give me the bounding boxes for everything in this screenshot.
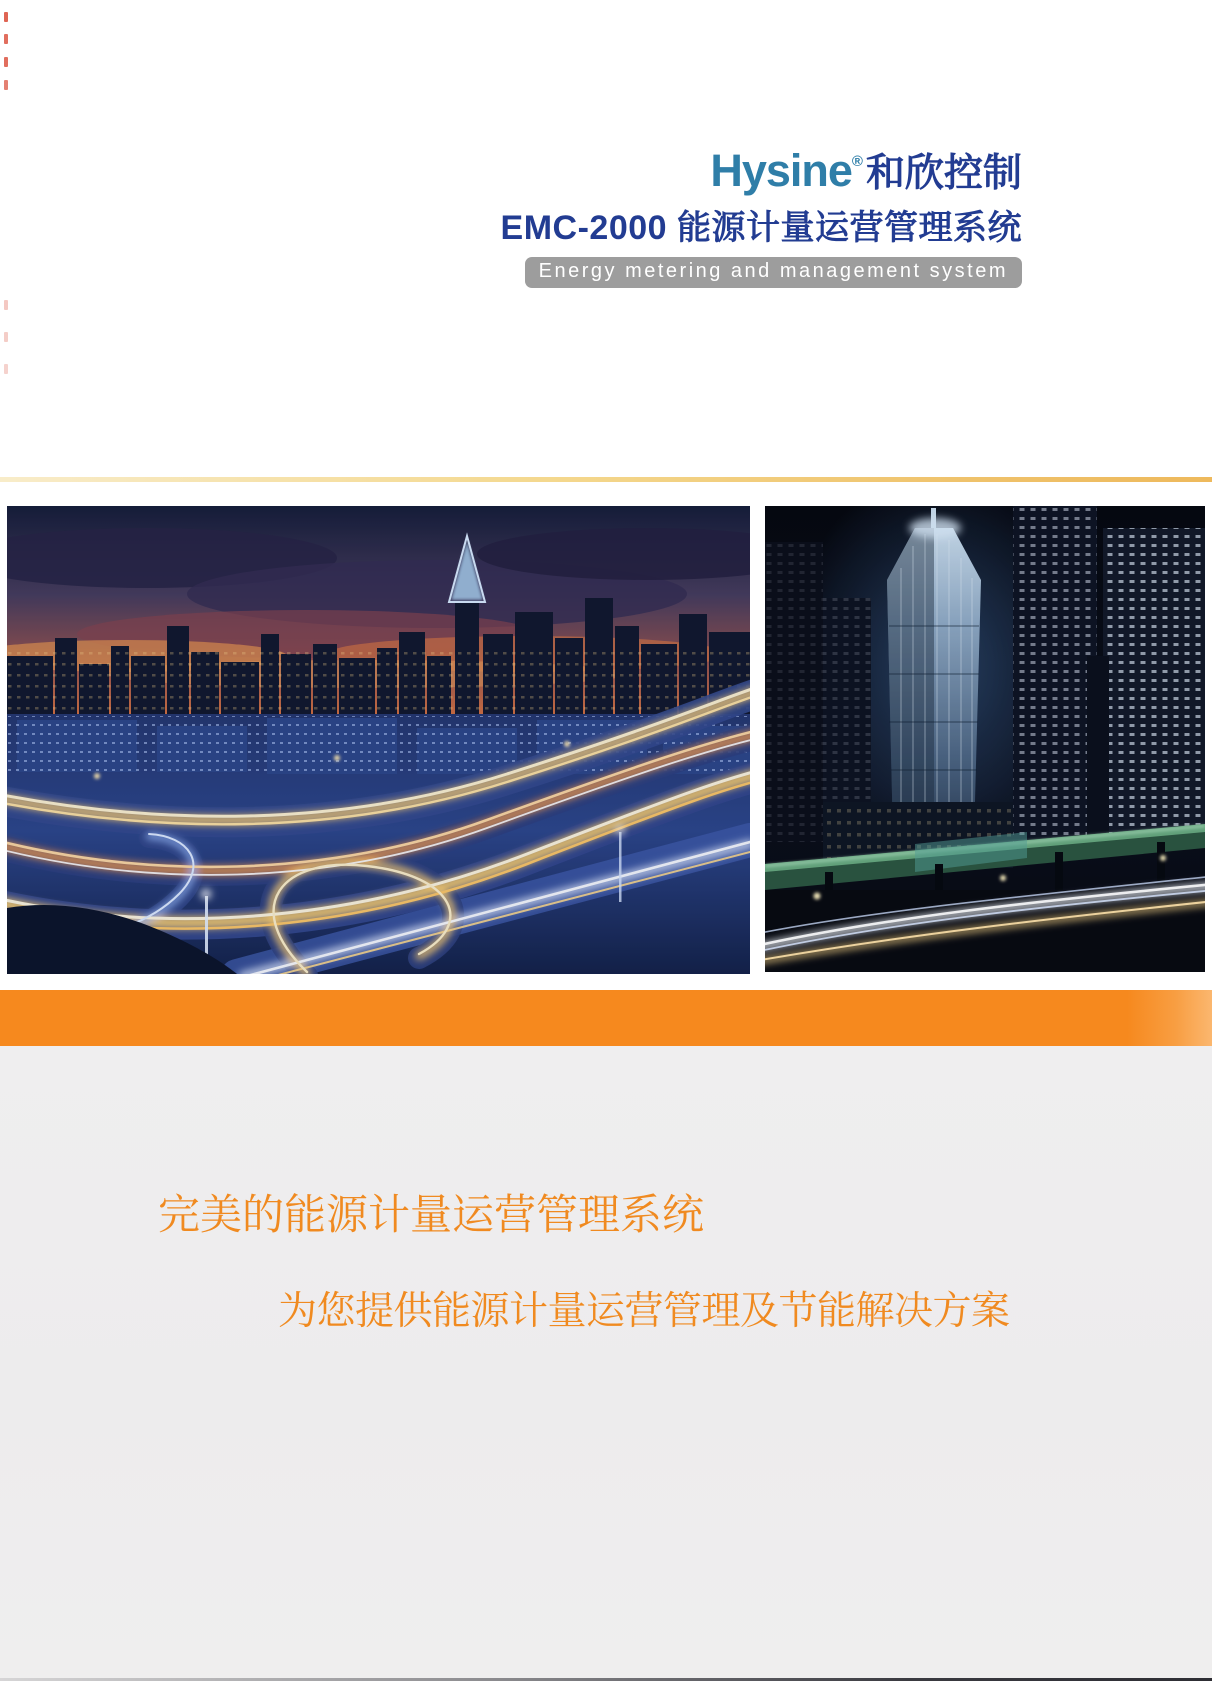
scan-edge-mark xyxy=(4,57,8,67)
scan-edge-mark xyxy=(4,80,8,90)
scan-edge-mark xyxy=(4,34,8,44)
gold-divider-rule xyxy=(0,477,1212,482)
subtitle-en: Energy metering and management system xyxy=(538,260,1008,282)
brand-line xyxy=(501,145,1022,196)
orange-band xyxy=(0,990,1212,1046)
photo-row xyxy=(7,506,1205,975)
product-title: EMC-2000 能源计量运营管理系统 xyxy=(500,209,1022,247)
subtitle-bar xyxy=(525,257,1022,288)
scan-edge-mark xyxy=(4,12,8,22)
photo-city-interchange-night xyxy=(7,506,750,974)
registered-trademark-icon: ® xyxy=(851,153,863,170)
masthead xyxy=(500,145,1022,288)
scan-edge-mark xyxy=(4,364,8,374)
brand-logo-text: Hysine xyxy=(710,145,852,196)
photo-skyscrapers-night xyxy=(765,506,1205,972)
tagline-line2: 为您提供能源计量运营管理及节能解决方案 xyxy=(278,1290,1010,1333)
scan-edge-mark xyxy=(4,300,8,310)
tagline-area-background xyxy=(0,1046,1212,1681)
tagline-line1: 完美的能源计量运营管理系统 xyxy=(158,1191,705,1238)
brand-name-cn: 和欣控制 xyxy=(865,152,1022,195)
scan-edge-mark xyxy=(4,332,8,342)
